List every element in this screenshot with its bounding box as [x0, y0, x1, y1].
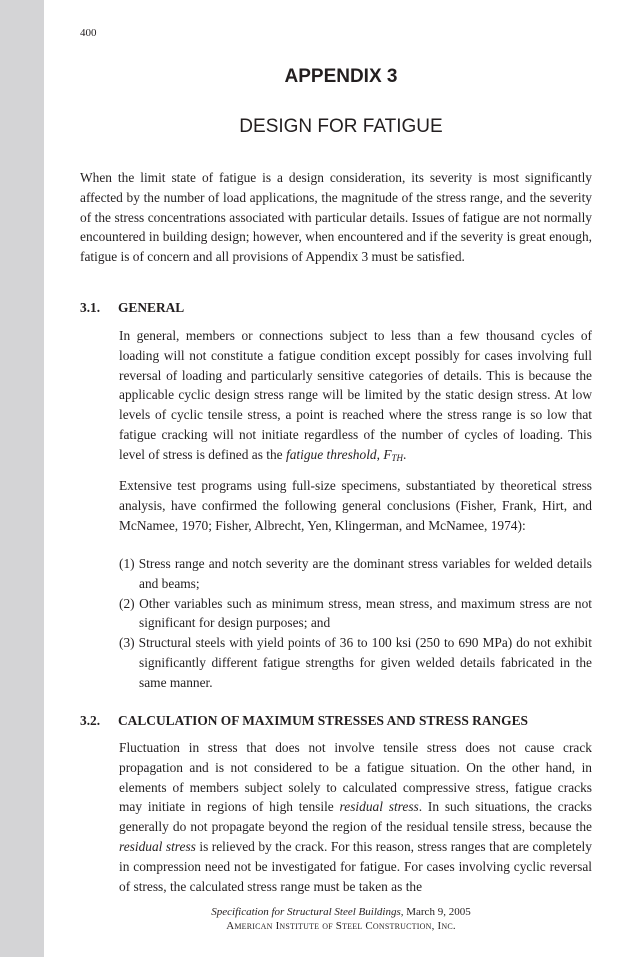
- appendix-subtitle: DESIGN FOR FATIGUE: [239, 116, 443, 137]
- page-margin-strip: [0, 0, 44, 957]
- residual-stress-term: residual stress: [119, 838, 196, 854]
- page-number: 400: [80, 27, 97, 39]
- footer-date: March 9, 2005: [406, 906, 471, 918]
- fatigue-threshold-symbol: F: [383, 446, 392, 462]
- conclusions-list: [119, 554, 592, 693]
- list-item: (3) Structural steels with yield points of 36 to 100 ksi (250 to 690 MPa) do not exhibit significantly different fatigue strengths for given welded details fabricated in the same manner.: [119, 635, 592, 690]
- residual-stress-term: residual stress: [339, 799, 419, 815]
- appendix-title: APPENDIX 3: [284, 66, 398, 87]
- section-number: 3.2.: [80, 713, 101, 728]
- section-3-1-heading: [80, 298, 184, 318]
- section-3-1-paragraph-2: Extensive test programs using full-size specimens, substantiated by theoretical stress analysis, have confirmed the following general conclusions (Fisher, Frank, Hirt, and McNamee, 1970; Fisher, Albrecht, Yen, Klingerman, and McNamee, 1974):: [119, 478, 592, 533]
- punctuation: ,: [376, 446, 384, 462]
- fatigue-threshold-term: fatigue threshold: [285, 446, 377, 462]
- paragraph-text: Fluctuation in stress that does not involve tensile stress does not cause crack propagation and is not considered to be a fatigue situation. On the other hand, in elements of members subject solely to calculated compressive stress, fatigue cracks may initiate in regions of high tensile: [119, 740, 592, 815]
- paragraph-text: . In such situations, the cracks generally do not propagate beyond the region of the residual tensile stress, because the: [119, 799, 592, 835]
- footer-organization: American Institute of Steel Construction, Inc.: [226, 920, 456, 932]
- section-number: 3.1.: [80, 300, 101, 315]
- paragraph-text: is relieved by the crack. For this reason, stress ranges that are completely in compression need not be investigated for fatigue. For cases involving cyclic reversal of stress, the calculated stress range must be taken as the: [119, 838, 592, 894]
- punctuation: .: [403, 446, 407, 462]
- list-item: (2) Other variables such as minimum stress, mean stress, and maximum stress are not significant for design purposes; and: [119, 595, 592, 631]
- section-title: CALCULATION OF MAXIMUM STRESSES AND STRESS RANGES: [118, 713, 528, 728]
- paragraph-text: In general, members or connections subject to less than a few thousand cycles of loading will not constitute a fatigue condition except possibly for cases involving full reversal of loading and particularly sensitive categories of details. This is because the applicable cyclic design stress range will be limited by the static design stress. At low levels of cyclic tensile stress, a point is reached where the stress range is so low that fatigue cracking will not initiate regardless of the number of cycles of loading. This level of stress is defined as the: [119, 328, 592, 462]
- section-3-1-paragraph-1: [119, 326, 592, 469]
- list-item: (1) Stress range and notch severity are the dominant stress variables for welded details and beams;: [119, 556, 592, 591]
- intro-paragraph: When the limit state of fatigue is a design consideration, its severity is most significantly affected by the number of load applications, the magnitude of the stress range, and the severity of the stress concentrations associated with particular details. Issues of fatigue are not normally encountered in building design; however, when encountered and if the severity is great enough, fatigue is of concern and all provisions of Appendix 3 must be satisfied.: [80, 170, 592, 265]
- section-3-2-heading: [80, 711, 528, 731]
- symbol-subscript: TH: [391, 452, 404, 463]
- page-footer: [44, 905, 638, 933]
- section-title: GENERAL: [118, 300, 185, 315]
- section-3-2-paragraph-1: [119, 738, 592, 896]
- footer-spec-line: [44, 905, 638, 919]
- footer-spec-title: Specification for Structural Steel Buildings,: [211, 906, 404, 918]
